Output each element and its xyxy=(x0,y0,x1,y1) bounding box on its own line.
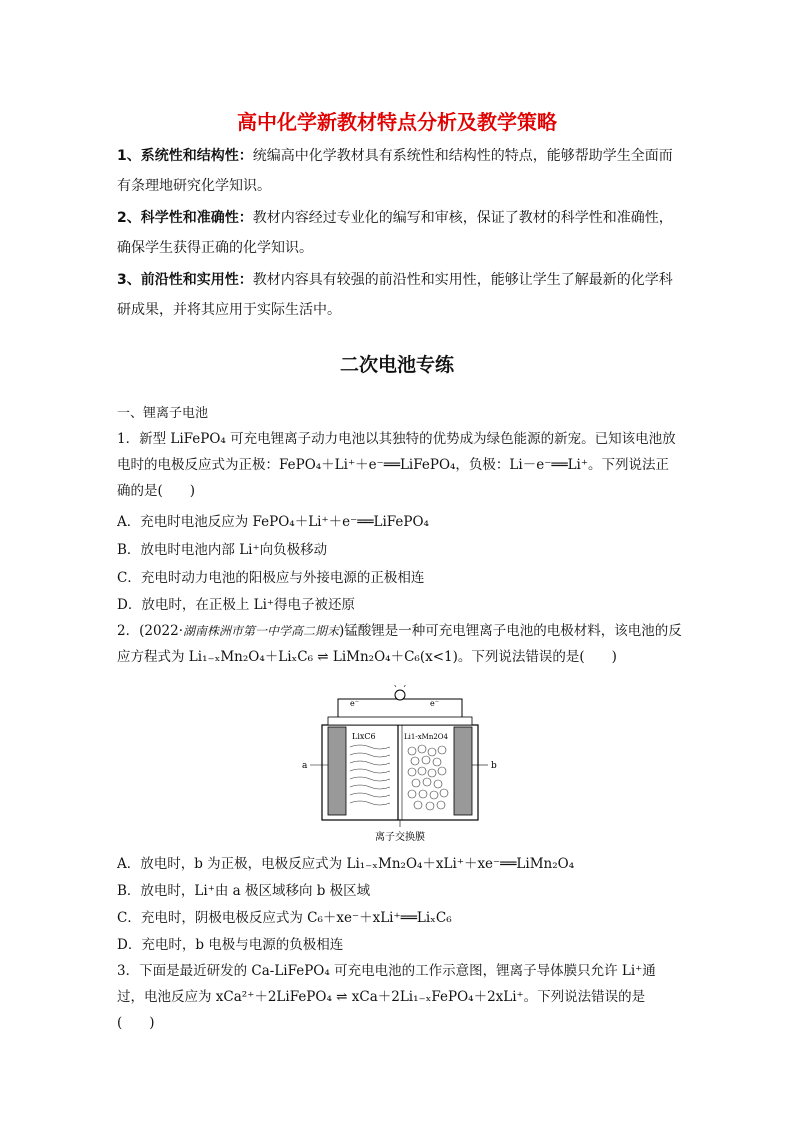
q2-text: )锰酸锂是一种可充电锂离子电池的电极材料，该电池的反应方程式为 Li₁₋ₓMn₂O₄＋LiₓC₆ ⇌ LiMn₂O₄＋C₆(x<1)。下列说法错误的是( ) xyxy=(117,623,682,665)
question-3-stem: 3．下面是最近研发的 Ca-LiFePO₄ 可充电电池的工作示意图，锂离子导体膜只允许 Li⁺通过，电池反应为 xCa²⁺＋2LiFePO₄ ⇌ xCa＋2Li₁₋ₓFePO₄＋2xLi⁺。下列说法错误的是( ) xyxy=(117,963,656,1031)
feature-text: 教材内容经过专业化的编写和审核，保证了教材的科学性和准确性，确保学生获得正确的化学知识。 xyxy=(117,210,673,256)
feature-1 xyxy=(117,141,682,201)
feature-2 xyxy=(117,203,682,263)
bulb-icon xyxy=(395,690,405,700)
question-2-stem xyxy=(117,618,682,670)
feature-3 xyxy=(117,265,682,325)
question-1-stem: 1．新型 LiFePO₄ 可充电锂离子动力电池以其独特的优势成为绿色能源的新宠。已知该电池放电时的电极反应式为正极：FePO₄＋Li⁺＋e⁻══LiFePO₄，负极：Li－e⁻══Li⁺。下列说法正确的是( ) xyxy=(117,431,676,499)
feature-text: 统编高中化学教材具有系统性和结构性的特点，能够帮助学生全面而有条理地研究化学知识。 xyxy=(117,148,673,194)
electron-right-label: e⁻ xyxy=(430,699,439,708)
q2-option-b: B．放电时，Li⁺由 a 极区域移向 b 极区域 xyxy=(117,883,371,899)
electrode-a xyxy=(328,727,346,815)
q2-option-a: A．放电时，b 为正极，电极反应式为 Li₁₋ₓMn₂O₄＋xLi⁺＋xe⁻══LiMn₂O₄ xyxy=(117,856,575,872)
page-title: 高中化学新教材特点分析及教学策略 xyxy=(237,110,557,134)
feature-text: 教材内容具有较强的前沿性和实用性，能够让学生了解最新的化学科研成果，并将其应用于实际生活中。 xyxy=(117,272,673,318)
section-subtitle: 一、锂离子电池 xyxy=(117,406,209,421)
q1-option-a: A．充电时电池反应为 FePO₄＋Li⁺＋e⁻══LiFePO₄ xyxy=(117,514,429,530)
q1-option-c: C．充电时动力电池的阳极应与外接电源的正极相连 xyxy=(117,570,425,586)
left-material-label: LixC6 xyxy=(352,732,376,741)
feature-label: 1、系统性和结构性： xyxy=(117,148,253,164)
q1-option-b: B．放电时电池内部 Li⁺向负极移动 xyxy=(117,542,328,558)
section-title: 二次电池专练 xyxy=(339,354,454,376)
q2-option-d: D．充电时，b 电极与电源的负极相连 xyxy=(117,937,344,953)
right-material-label: Li1-xMn2O4 xyxy=(404,733,448,741)
q2-prefix: 2．(2022· xyxy=(117,623,184,639)
q2-option-c: C．充电时，阴极电极反应式为 C₆＋xe⁻＋xLi⁺══LiₓC₆ xyxy=(117,910,452,926)
feature-label: 3、前沿性和实用性： xyxy=(117,272,253,288)
electron-left-label: e⁻ xyxy=(350,699,359,708)
membrane-caption: 离子交换膜 xyxy=(375,832,425,843)
battery-diagram xyxy=(300,685,500,845)
q1-option-d: D．放电时，在正极上 Li⁺得电子被还原 xyxy=(117,597,356,613)
electrode-b xyxy=(454,727,472,815)
label-a: a xyxy=(302,761,308,771)
q2-source: 湖南株洲市第一中学高二期末 xyxy=(183,624,340,638)
feature-label: 2、科学性和准确性： xyxy=(117,210,253,226)
label-b: b xyxy=(491,761,497,771)
